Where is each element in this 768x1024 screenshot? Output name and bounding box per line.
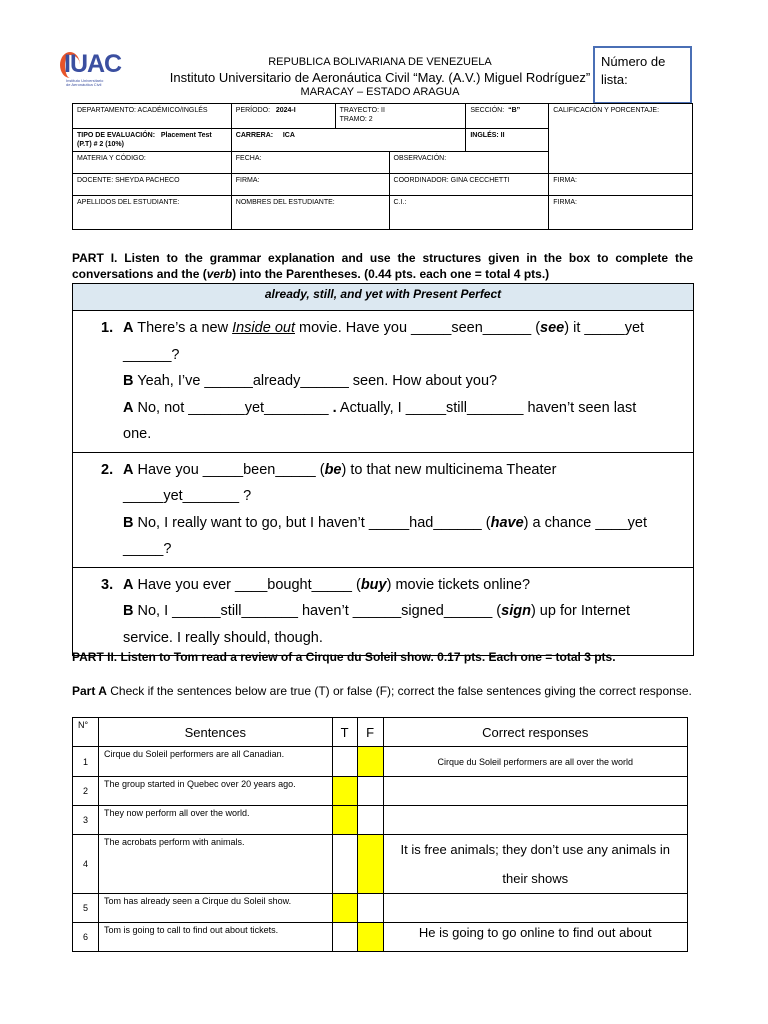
true-checkbox[interactable] — [332, 894, 357, 923]
q2-line-1[interactable]: A Have you _____been_____ (be) to that new multicinema Theater — [123, 461, 557, 478]
false-checkbox[interactable] — [357, 894, 383, 923]
logo-subtext: Instituto Universitario de Aeronáutica Civil — [66, 78, 104, 87]
fecha-cell[interactable]: FECHA: — [231, 152, 389, 174]
true-checkbox[interactable] — [332, 806, 357, 835]
seccion-cell: SECCIÓN: “B” — [466, 104, 549, 129]
q2-line-3[interactable]: B No, I really want to go, but I haven’t _____had______ (have) a chance ____yet — [123, 514, 647, 531]
table-row — [73, 806, 688, 835]
sentence-cell: Cirque du Soleil performers are all Canadian. — [98, 747, 332, 777]
iuac-logo — [60, 48, 132, 92]
materia-cell[interactable]: MATERIA Y CÓDIGO: — [73, 152, 232, 174]
table-row — [73, 835, 688, 894]
docente-cell: DOCENTE: SHEYDA PACHECO — [73, 174, 232, 196]
nombres-cell[interactable]: NOMBRES DEL ESTUDIANTE: — [231, 196, 389, 230]
ci-cell[interactable]: C.I.: — [389, 196, 549, 230]
q1-line-5: one. — [123, 426, 152, 442]
true-checkbox[interactable] — [332, 747, 357, 777]
true-checkbox[interactable] — [332, 923, 357, 952]
row-number: 6 — [73, 923, 99, 952]
false-checkbox[interactable] — [357, 806, 383, 835]
q3-line-1[interactable]: A Have you ever ____bought_____ (buy) movie tickets online? — [123, 576, 531, 593]
header-location: MARACAY – ESTADO ARAGUA — [300, 86, 460, 98]
header-country: REPUBLICA BOLIVARIANA DE VENEZUELA — [268, 56, 492, 68]
question-number: 2. — [101, 461, 114, 478]
logo-text: IUAC — [64, 50, 122, 78]
row-number: 4 — [73, 835, 99, 894]
row-number: 5 — [73, 894, 99, 923]
student-info-table — [72, 103, 693, 230]
part2-instructions: PART II. Listen to Tom read a review of a Cirque du Soleil show. 0.17 pts. Each one = total 3 pts. — [72, 650, 616, 664]
trayecto-cell: TRAYECTO: II TRAMO: 2 — [335, 104, 466, 129]
partA-instructions: Part A Check if the sentences below are true (T) or false (F); correct the false sentences giving the correct response. — [72, 684, 692, 698]
part1-grammar-box — [72, 283, 694, 656]
q1-line-4[interactable]: A No, not _______yet________ . Actually, I _____still_______ haven’t seen last — [123, 399, 637, 416]
sentence-cell: The acrobats perform with animals. — [98, 835, 332, 894]
response-cell[interactable]: He is going to go online to find out about — [383, 923, 687, 952]
numero-lista-box[interactable]: Número de lista: — [593, 46, 692, 104]
q1-line-1[interactable]: A There’s a new Inside out movie. Have you _____seen______ (see) it _____yet — [123, 320, 645, 336]
q1-line-3[interactable]: B Yeah, I’ve ______already______ seen. How about you? — [123, 373, 498, 389]
table-row — [73, 747, 688, 777]
q2-line-2[interactable]: _____yet_______ ? — [123, 488, 252, 504]
q3-line-3: service. I really should, though. — [123, 629, 323, 646]
header-false: F — [357, 718, 383, 747]
q2-line-4[interactable]: _____? — [123, 541, 172, 557]
firma-coordinador-cell[interactable]: FIRMA: — [549, 174, 693, 196]
q3-line-2[interactable]: B No, I ______still_______ haven’t ______signed______ (sign) up for Internet — [123, 603, 631, 619]
row-number: 1 — [73, 747, 99, 777]
observacion-cell[interactable]: OBSERVACIÓN: — [389, 152, 549, 174]
grammar-box-title: already, still, and yet with Present Perfect — [73, 284, 693, 311]
response-cell[interactable] — [383, 806, 687, 835]
table-row — [73, 777, 688, 806]
question-number: 3. — [101, 576, 114, 593]
header-correct-responses: Correct responses — [383, 718, 687, 747]
response-cell[interactable] — [383, 894, 687, 923]
header-number: N° — [73, 718, 99, 747]
false-checkbox[interactable] — [357, 835, 383, 894]
calificacion-cell[interactable]: CALIFICACIÓN Y PORCENTAJE: — [549, 104, 693, 174]
response-cell[interactable] — [383, 777, 687, 806]
sentence-cell: Tom is going to call to find out about tickets. — [98, 923, 332, 952]
q1-line-2[interactable]: ______? — [123, 346, 180, 363]
periodo-cell: PERÍODO: 2024-I — [231, 104, 335, 129]
header-institute: Instituto Universitario de Aeronáutica Civil “May. (A.V.) Miguel Rodríguez” — [169, 70, 591, 85]
firma-estudiante-cell[interactable]: FIRMA: — [549, 196, 693, 230]
true-checkbox[interactable] — [332, 835, 357, 894]
question-1 — [73, 311, 693, 453]
false-checkbox[interactable] — [357, 777, 383, 806]
ingles-cell: INGLÉS: II — [466, 129, 549, 152]
sentence-cell: They now perform all over the world. — [98, 806, 332, 835]
carrera-cell: CARRERA: ICA — [231, 129, 466, 152]
row-number: 3 — [73, 806, 99, 835]
tipo-evaluacion-cell: TIPO DE EVALUACIÓN: Placement Test (P.T) # 2 (10%) — [73, 129, 232, 152]
departamento-cell: DEPARTAMENTO: ACADÉMICO/INGLÉS — [73, 104, 232, 129]
response-cell[interactable]: Cirque du Soleil performers are all over the world — [383, 747, 687, 777]
sentence-cell: Tom has already seen a Cirque du Soleil show. — [98, 894, 332, 923]
response-cell[interactable]: It is free animals; they don’t use any animals in their shows — [383, 835, 687, 894]
coordinador-cell: COORDINADOR: GINA CECCHETTI — [389, 174, 549, 196]
row-number: 2 — [73, 777, 99, 806]
question-2 — [73, 453, 693, 568]
table-row — [73, 894, 688, 923]
part1-instructions: PART I. Listen to the grammar explanation and use the structures given in the box to complete the conversations and the (verb) into the Parentheses. (0.44 pts. each one = total 4 pts.) — [72, 251, 693, 281]
true-checkbox[interactable] — [332, 777, 357, 806]
false-checkbox[interactable] — [357, 923, 383, 952]
header-sentences: Sentences — [98, 718, 332, 747]
sentence-cell: The group started in Quebec over 20 years ago. — [98, 777, 332, 806]
header-true: T — [332, 718, 357, 747]
firma-docente-cell[interactable]: FIRMA: — [231, 174, 389, 196]
true-false-table — [72, 717, 688, 952]
question-number: 1. — [101, 320, 114, 336]
apellidos-cell[interactable]: APELLIDOS DEL ESTUDIANTE: — [73, 196, 232, 230]
table-row — [73, 923, 688, 952]
question-3 — [73, 568, 693, 656]
false-checkbox[interactable] — [357, 747, 383, 777]
